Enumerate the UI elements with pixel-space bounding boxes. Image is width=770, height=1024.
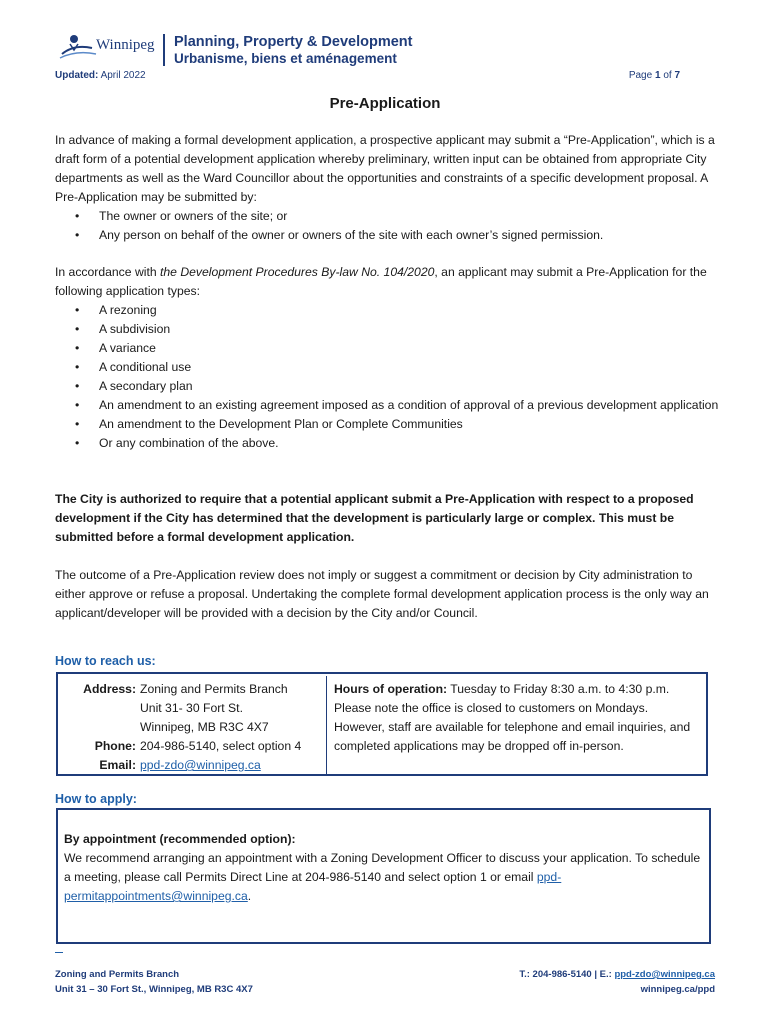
bylaw-reference: the Development Procedures By-law No. 104/2020	[160, 265, 435, 279]
footer-street: Unit 31 – 30 Fort St., Winnipeg, MB R3C 4X7	[55, 984, 253, 995]
authority-paragraph: The City is authorized to require that a potential applicant submit a Pre-Application with respect to a proposed development if the City has determined that the development is particularly large or complex. This must be submitted before a formal development application.	[55, 492, 694, 544]
footer-divider	[55, 952, 63, 953]
contact-box	[56, 672, 708, 776]
logo-text: Winnipeg	[96, 37, 155, 53]
list-item: • A conditional use	[55, 358, 720, 377]
how-to-apply-heading: How to apply:	[55, 792, 137, 806]
address-label: Address:	[83, 682, 136, 696]
list-item: • A secondary plan	[55, 377, 720, 396]
intro-paragraph: In advance of making a formal development application, a prospective applicant may submit a “Pre-Application”, which is a draft form of a potential development application whereby preliminary, written input can be obtained from appropriate City departments as well as the Ward Councillor about the opportunities and constraints of a specific development proposal. A Pre-Application may be submitted by:	[55, 133, 715, 204]
footer-contact: T.: 204-986-5140 | E.: ppd-zdo@winnipeg.ca winnipeg.ca/ppd	[519, 969, 715, 995]
list-item: • An amendment to the Development Plan or Complete Communities	[55, 415, 720, 434]
header-divider	[163, 34, 165, 66]
types-paragraph: In accordance with the Development Procedures By-law No. 104/2020, an applicant may submit a Pre-Application for the following application types:	[55, 265, 707, 298]
application-types-list	[55, 301, 720, 453]
page-number: Page 1 of 7	[628, 70, 680, 81]
list-item: • A rezoning	[55, 301, 720, 320]
list-item: • A subdivision	[55, 320, 720, 339]
footer-website-link[interactable]: winnipeg.ca/ppd	[640, 984, 715, 995]
footer-email-link[interactable]: ppd-zdo@winnipeg.ca	[614, 969, 715, 980]
contact-details	[78, 680, 301, 775]
hours-text: Tuesday to Friday 8:30 a.m. to 4:30 p.m. Please note the office is closed to customers on Mondays. However, staff are available for telephone and email inquiries, and completed applications may be dropped off in-person.	[334, 682, 691, 753]
hours-label: Hours of operation:	[334, 682, 448, 696]
submitter-list	[55, 207, 720, 245]
application-types-section	[55, 263, 720, 453]
phone-value: 204-986-5140, select option 4	[140, 739, 302, 753]
winnipeg-logo-icon	[58, 30, 98, 64]
intro-section	[55, 131, 720, 245]
apply-box	[56, 808, 711, 944]
list-item: • A variance	[55, 339, 720, 358]
updated-date: Updated: April 2022	[55, 70, 146, 81]
page-title: Pre-Application	[329, 95, 441, 112]
contact-divider	[326, 676, 327, 774]
department-name-fr: Urbanisme, biens et aménagement	[174, 51, 397, 66]
list-item: • Or any combination of the above.	[55, 434, 720, 453]
apply-content	[64, 830, 704, 906]
email-label: Email:	[99, 758, 136, 772]
reach-us-heading: How to reach us:	[55, 654, 156, 668]
appointment-heading: By appointment (recommended option):	[64, 832, 296, 846]
phone-label: Phone:	[94, 739, 136, 753]
hours-of-operation	[334, 680, 696, 756]
appointment-text: We recommend arranging an appointment with a Zoning Development Officer to discuss your application. To schedule a meeting, please call Permits Direct Line at 204-986-5140 and select option 1 or email ppd-permitappointments@winnipeg.ca.	[64, 851, 701, 903]
list-item: • The owner or owners of the site; or	[55, 207, 720, 226]
address-line: Unit 31- 30 Fort St.	[140, 701, 243, 715]
list-item: • An amendment to an existing agreement imposed as a condition of approval of a previous development application	[55, 396, 720, 415]
outcome-paragraph: The outcome of a Pre-Application review does not imply or suggest a commitment or decision by City administration to either approve or refuse a proposal. Undertaking the complete formal development application process is the only way an applicant/developer will be provided with a decision by the City and/or Council.	[55, 568, 709, 620]
list-item: • Any person on behalf of the owner or owners of the site with each owner’s signed permission.	[55, 226, 720, 245]
footer-branch: Zoning and Permits Branch	[55, 969, 180, 980]
footer-address	[55, 967, 253, 997]
appointment-email-link[interactable]: ppd-permitappointments@winnipeg.ca	[64, 870, 562, 903]
address-line: Winnipeg, MB R3C 4X7	[140, 720, 269, 734]
address-line: Zoning and Permits Branch	[140, 682, 288, 696]
contact-email-link[interactable]: ppd-zdo@winnipeg.ca	[140, 758, 261, 772]
winnipeg-logo	[58, 30, 178, 64]
department-name-en: Planning, Property & Development	[174, 34, 413, 50]
